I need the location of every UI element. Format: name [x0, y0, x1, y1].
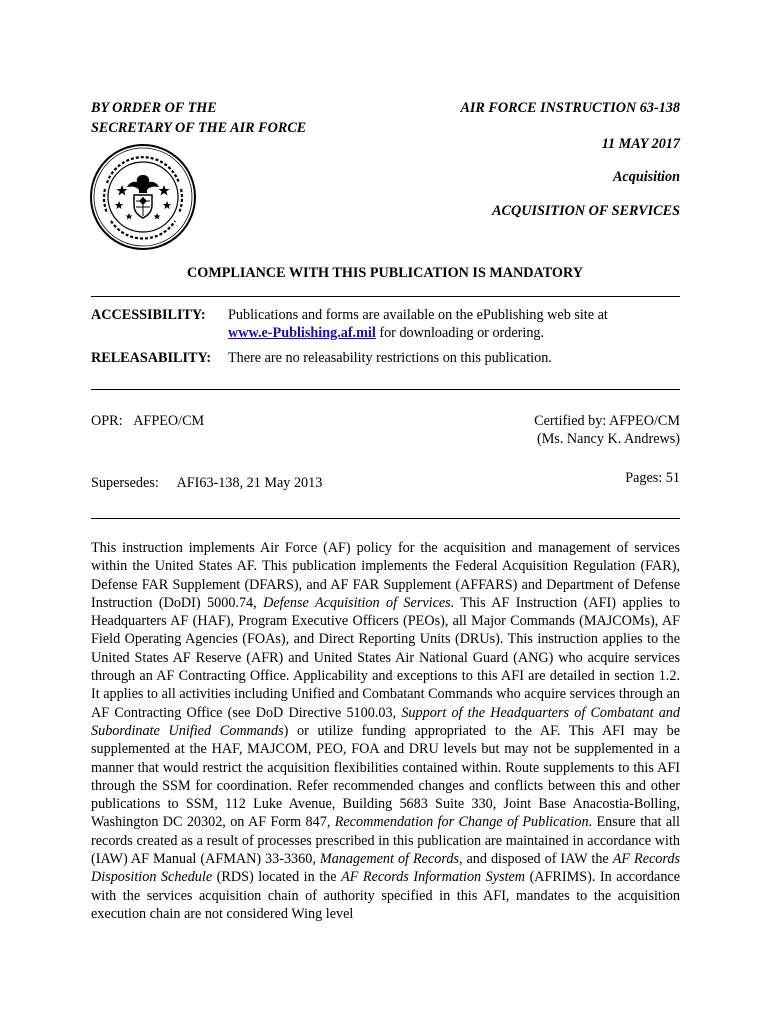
divider-bottom [91, 518, 680, 519]
instruction-number: AIR FORCE INSTRUCTION 63-138 [460, 100, 680, 116]
department-of-the-air-force-seal-icon [89, 143, 197, 251]
page-count: Pages: 51 [625, 470, 680, 486]
publication-subject: ACQUISITION OF SERVICES [492, 203, 680, 219]
epublishing-link[interactable]: www.e-Publishing.af.mil [228, 325, 376, 341]
divider-top [91, 296, 680, 297]
body-text-segment: ) or utilize funding appropriated to the AF. This AFI may be supplemented at the HAF, MAJCOM, PEO, FOA and DRU levels but may not be supplemented in a manner that would restrict the acquisition flexibilities contained within. Route supplements to this AFI through the SSM for coordination. Refer recommended changes and conflicts between this and other publications to SSM, 112 Luke Avenue, Building 5683 Suite 330, Joint Base Anacostia-Bolling, Washington DC 20302, on AF Form 847, [91, 722, 680, 831]
compliance-statement: COMPLIANCE WITH THIS PUBLICATION IS MANDATORY [187, 265, 583, 281]
accessibility-label: ACCESSIBILITY: [91, 307, 206, 323]
issuing-authority-line2: SECRETARY OF THE AIR FORCE [91, 120, 307, 136]
accessibility-link-line [228, 325, 544, 342]
certified-by: Certified by: AFPEO/CM [534, 413, 680, 429]
opr-line [91, 413, 204, 430]
releasability-text: There are no releasability restrictions on this publication. [228, 350, 552, 366]
supersedes-line [91, 475, 322, 492]
body-text-segment: This instruction implements Air Force (AF) policy for the acquisition and management of services within the United States AF. This publication implements the Federal Acquisition Regulation (FAR), Defense FAR Supplement (DFARS), and AF FAR Supplement (AFFARS) and Department of Defense Instruction (DoDI) 5000.74, [91, 540, 680, 611]
body-text-segment: . Ensure that all records created as a result of processes prescribed in this publication are maintained in accordance with (IAW) AF Manual (AFMAN) 33-3360, [91, 814, 680, 868]
body-italic-title: Defense Acquisition of Services. [263, 594, 455, 611]
accessibility-text: Publications and forms are available on the ePublishing web site at [228, 307, 608, 323]
body-italic-title: Management of Records [319, 851, 459, 868]
instruction-summary-paragraph [91, 539, 680, 923]
body-italic-title: AF Records Disposition Schedule [91, 851, 681, 886]
body-text-segment: (AFRIMS). In accordance with the services acquisition chain of authority specified in this AFI, mandates to the acquisition execution chain are not considered Wing level [91, 869, 681, 922]
body-text-segment: (RDS) located in the [212, 869, 342, 886]
publication-date: 11 MAY 2017 [601, 136, 680, 152]
supersedes-label: Supersedes: [91, 475, 159, 491]
body-text-segment: , and disposed of IAW the [458, 851, 613, 868]
opr-label: OPR: [91, 413, 123, 429]
certified-by-name: (Ms. Nancy K. Andrews) [536, 431, 680, 447]
supersedes-value: AFI63-138, 21 May 2013 [176, 475, 323, 491]
opr-value: AFPEO/CM [133, 413, 205, 429]
publication-category: Acquisition [612, 169, 680, 185]
issuing-authority-line1: BY ORDER OF THE [91, 100, 217, 116]
body-text-segment: This AF Instruction (AFI) applies to Headquarters AF (HAF), Program Executive Officers (PEOs), all Major Commands (MAJCOMs), AF Field Operating Agencies (FOAs), and Direct Reporting Units (DRUs). This instruction applies to the United States AF Reserve (AFR) and United States Air National Guard (ANG) who acquire services through an AF Contracting Office. Applicability and exceptions to this AFI are detailed in section 1.2. It applies to all activities including Unified and Combatant Commands who acquire services through an AF Contracting Office (see DoD Directive 5100.03, [91, 594, 680, 721]
releasability-label: RELEASABILITY: [91, 350, 212, 366]
body-italic-title: Recommendation for Change of Publication [334, 814, 589, 831]
divider-middle [91, 389, 680, 390]
body-italic-title: AF Records Information System [341, 869, 526, 886]
accessibility-text-tail: for downloading or ordering. [375, 325, 545, 341]
body-italic-title: Support of the Headquarters of Combatant and Subordinate Unified Commands [91, 704, 680, 739]
